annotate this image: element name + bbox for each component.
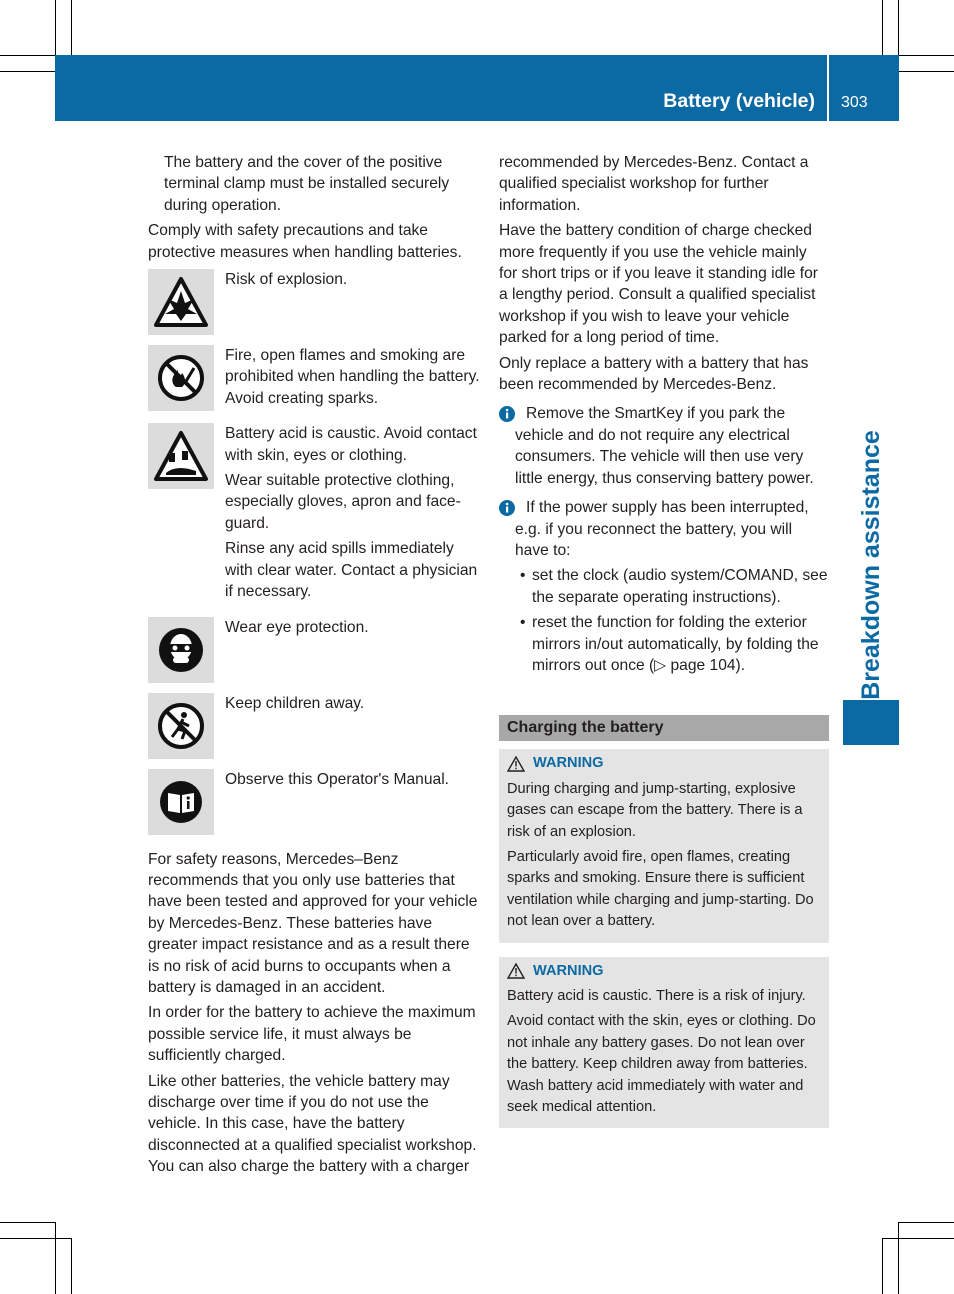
- service-life-text: In order for the battery to achieve the maximum possible service life, it must always be sufficiently charged.: [148, 1004, 476, 1065]
- symbol-row: [148, 769, 480, 835]
- warning-text: Avoid contact with the skin, eyes or clothing. Do not inhale any battery gases. Do not lean over the battery. Keep children away from batteries. Wash battery acid immediately with water and seek medical attention.: [507, 1013, 816, 1116]
- safety-precautions-text: Comply with safety precautions and take protective measures when handling batteries.: [148, 222, 462, 261]
- symbol-description: Observe this Operator's Manual.: [225, 770, 449, 788]
- battery-cover-note: The battery and the cover of the positive terminal clamp must be installed securely during operation.: [164, 154, 450, 214]
- crop-mark: [882, 1238, 954, 1239]
- symbol-description: Wear eye protection.: [225, 618, 369, 636]
- warning-text: During charging and jump-starting, explosive gases can escape from the battery. There is a risk of an explosion.: [507, 780, 803, 840]
- symbol-text: [225, 423, 480, 606]
- charge-check-text: Have the battery condition of charge checked more frequently if you use the vehicle mainly for short trips or if you leave it standing idle for a lengthy period. Consult a qualified specialist workshop if you wish to leave your vehicle parked for a long period of time.: [499, 222, 818, 347]
- warning-label: WARNING: [533, 962, 604, 979]
- symbol-row: [148, 345, 480, 413]
- section-heading: Charging the battery: [499, 715, 829, 741]
- warning-triangle-icon: [507, 756, 525, 772]
- warning-header: [507, 961, 821, 982]
- crop-mark: [898, 55, 954, 56]
- symbol-row: [148, 617, 480, 683]
- warning-box: [499, 957, 829, 1129]
- info-note-text: Remove the SmartKey if you park the vehicle and do not require any electrical consumers. The vehicle will then use very little energy, thus conserving battery power.: [515, 405, 814, 487]
- symbol-text: [225, 345, 480, 413]
- crop-mark: [0, 1238, 72, 1239]
- warning-header: [507, 753, 821, 774]
- crop-mark: [0, 55, 56, 56]
- explosion-warning-icon: [148, 269, 214, 335]
- page-number: 303: [841, 94, 868, 111]
- bullet-icon: •: [520, 567, 526, 585]
- symbol-text: [225, 693, 480, 759]
- approved-batteries-text: For safety reasons, Mercedes–Benz recommends that you only use batteries that have been tested and approved for your vehicle by Mercedes-Benz. These batteries have greater impact resistance and as a result there is no risk of acid burns to occupants when a battery is damaged in an accident.: [148, 850, 478, 996]
- battery-replacement-text: Only replace a battery with a battery that has been recommended by Mercedes-Benz.: [499, 354, 809, 394]
- symbol-text: [225, 769, 480, 835]
- symbol-text: [225, 269, 480, 335]
- warning-label: WARNING: [533, 755, 604, 772]
- section-tab: [843, 700, 899, 745]
- left-column: [148, 152, 480, 1182]
- warning-text: Battery acid is caustic. There is a risk of injury.: [507, 988, 806, 1004]
- crop-mark: [898, 1222, 899, 1294]
- operators-manual-icon: [148, 769, 214, 835]
- symbol-description: Rinse any acid spills immediately with clear water. Contact a physician if necessary.: [225, 540, 478, 601]
- crop-mark: [55, 1222, 56, 1294]
- info-icon: [499, 500, 515, 516]
- keep-children-away-icon: [148, 693, 214, 759]
- crop-mark: [71, 1238, 72, 1294]
- symbol-row: [148, 269, 480, 335]
- section-label: Breakdown assistance: [857, 430, 885, 700]
- symbol-description: Wear suitable protective clothing, especially gloves, apron and face-guard.: [225, 472, 461, 532]
- warning-triangle-icon: [507, 963, 525, 979]
- list-item-text: set the clock (audio system/COMAND, see the separate operating instructions).: [532, 567, 828, 606]
- crop-mark: [898, 71, 954, 72]
- no-fire-icon: [148, 345, 214, 411]
- symbol-description: Keep children away.: [225, 694, 365, 712]
- warning-box: [499, 749, 829, 942]
- right-column: [499, 152, 829, 1128]
- symbol-row: [148, 693, 480, 759]
- page-title: Battery (vehicle): [663, 90, 815, 112]
- info-note: [499, 497, 829, 561]
- crop-mark: [898, 1222, 954, 1223]
- crop-mark: [898, 0, 899, 56]
- warning-text: Particularly avoid fire, open flames, creating sparks and smoking. Ensure there is sufficient ventilation while charging and jump-starting. Do not lean over a battery.: [507, 848, 814, 930]
- crop-mark: [71, 0, 72, 56]
- battery-discharge-text: Like other batteries, the vehicle battery may discharge over time if you do not use the vehicle. In this case, have the battery disconnected at a qualified specialist workshop. You can also charge the battery with a charger: [148, 1072, 477, 1176]
- header-divider: [827, 55, 829, 121]
- symbol-description: Risk of explosion.: [225, 271, 348, 289]
- page-header: [55, 55, 899, 121]
- crop-mark: [0, 71, 56, 72]
- symbol-row: [148, 423, 480, 606]
- charger-recommendation-text: recommended by Mercedes-Benz. Contact a qualified specialist workshop for further information.: [499, 154, 809, 214]
- bullet-icon: •: [520, 614, 526, 632]
- corrosive-warning-icon: [148, 423, 214, 489]
- list-item: [499, 565, 829, 608]
- symbol-description: Fire, open flames and smoking are prohibited when handling the battery. Avoid creating sparks.: [225, 347, 480, 407]
- crop-mark: [882, 0, 883, 56]
- info-note-text: If the power supply has been interrupted, e.g. if you reconnect the battery, you will have to:: [515, 499, 809, 559]
- info-icon: [499, 406, 515, 422]
- info-note: [499, 403, 829, 489]
- symbol-text: [225, 617, 480, 683]
- list-item: [499, 612, 829, 676]
- crop-mark: [55, 0, 56, 56]
- crop-mark: [882, 1238, 883, 1294]
- list-item-text: reset the function for folding the exterior mirrors in/out automatically, by folding the mirrors out once (▷ page 104).: [532, 614, 819, 674]
- symbol-description: Battery acid is caustic. Avoid contact with skin, eyes or clothing.: [225, 425, 477, 464]
- crop-mark: [0, 1222, 56, 1223]
- eye-protection-icon: [148, 617, 214, 683]
